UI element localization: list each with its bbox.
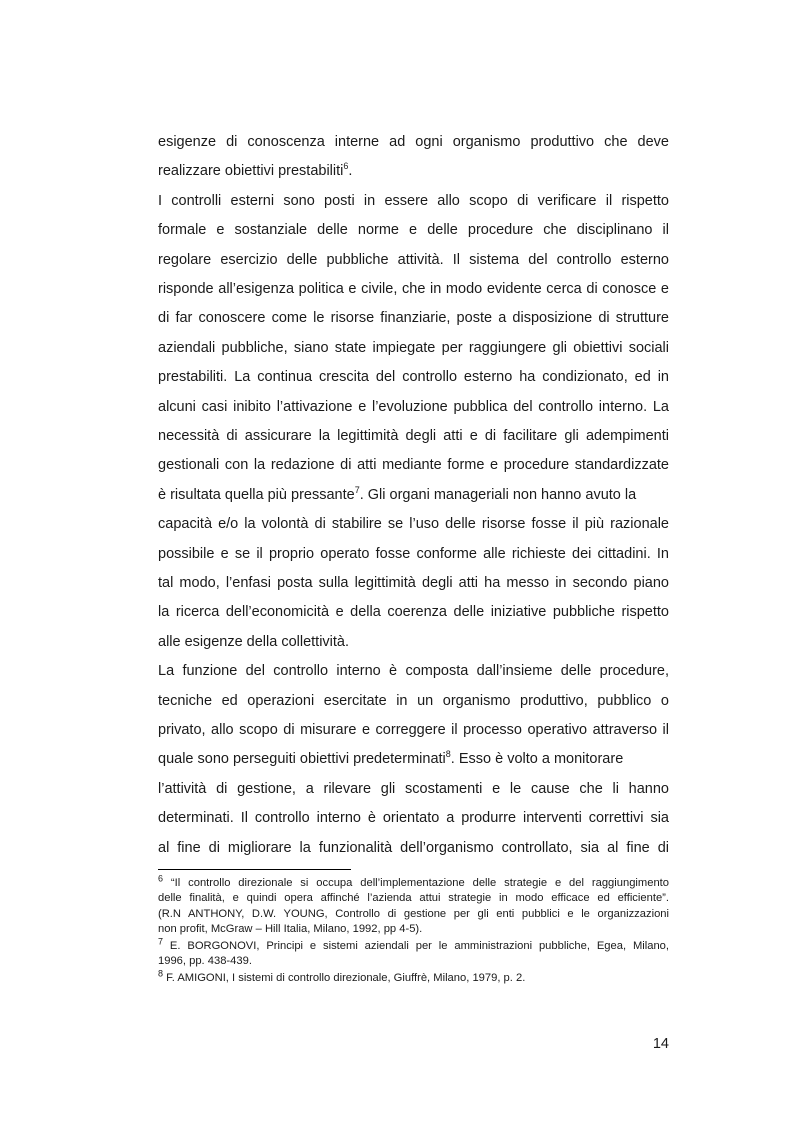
footnote-ref-6[interactable]: 6: [343, 161, 349, 172]
text-line: gestionali con la redazione di atti mediante forme e procedure standardizzate: [158, 457, 669, 474]
text-line: al fine di migliorare la funzionalità dell’organismo controllato, sia al fine di: [158, 839, 669, 856]
text-run: . Esso è volto a monitorare: [450, 751, 624, 768]
text-line: di far conoscere come le risorse finanziarie, poste a disposizione di strutture: [158, 310, 669, 327]
footnote-ref-7[interactable]: 7: [354, 484, 360, 495]
text-line: capacità e/o la volontà di stabilire se l’uso delle risorse fosse il più razionale: [158, 516, 669, 533]
text-line: privato, allo scopo di misurare e correggere il processo operativo attraverso il: [158, 722, 669, 738]
text-line: alcuni casi inibito l’attivazione e l’evoluzione pubblica del controllo interno. La: [158, 398, 669, 415]
text-line: risponde all’esigenza politica e civile, che in modo evidente cerca di conosce e: [158, 281, 669, 297]
text-line: regolare esercizio delle pubbliche attività. Il sistema del controllo esterno: [158, 251, 669, 268]
text-line: alle esigenze della collettività.: [158, 633, 350, 650]
text-line: esigenze di conoscenza interne ad ogni organismo produttivo che deve: [158, 134, 669, 150]
text-line: aziendali pubbliche, siano state impiegate per raggiungere gli obiettivi sociali: [158, 339, 669, 356]
text-run: è risultata quella più pressante: [158, 486, 355, 503]
text-run: . Gli organi manageriali non hanno avuto la: [359, 486, 637, 503]
text-line: tal modo, l’enfasi posta sulla legittimità degli atti ha messo in secondo piano: [158, 575, 669, 591]
footnote-separator: [158, 869, 351, 870]
footnote-line: (R.N ANTHONY, D.W. YOUNG, Controllo di gestione per gli enti pubblici e le organizzazioni: [158, 907, 669, 920]
footnote-line: delle finalità, e quindi opera affinché l’azienda attui strategie in modo efficace ed efficiente”.: [158, 892, 669, 905]
text-line: possibile e se il proprio operato fosse conforme alle richieste dei cittadini. In: [158, 545, 669, 562]
text-line: necessità di assicurare la legittimità degli atti e di facilitare gli adempimenti: [158, 428, 669, 444]
text-line: I controlli esterni sono posti in essere allo scopo di verificare il rispetto: [158, 192, 669, 209]
text-line: la ricerca dell’economicità e della coerenza delle iniziative pubbliche rispetto: [158, 604, 669, 621]
footnote-number: 6: [158, 873, 164, 884]
footnote-number: 8: [158, 968, 164, 979]
text-line: realizzare obiettivi prestabiliti$^6$.: [158, 161, 353, 180]
footnote-text: E. BORGONOVI, Principi e sistemi aziendali per le amministrazioni pubbliche, Egea, Milano,: [169, 940, 670, 952]
text-line: [158, 481, 669, 510]
footnote-line: 1996, pp. 438-439.: [158, 955, 252, 968]
text-line: La funzione del controllo interno è composta dall’insieme delle procedure,: [158, 663, 669, 680]
text-run: quale sono perseguiti obiettivi predeterminati: [158, 751, 446, 768]
footnote-8: [158, 968, 669, 986]
text-run: realizzare obiettivi prestabiliti: [158, 163, 344, 180]
footnote-6: [158, 873, 670, 891]
text-line: tecniche ed operazioni esercitate in un organismo produttivo, pubblico o: [158, 692, 669, 709]
footnote-line: non profit, McGraw – Hill Italia, Milano, 1992, pp 4-5).: [158, 923, 423, 936]
footnote-7: [158, 936, 670, 954]
footnote-number: 7: [158, 936, 164, 947]
text-line: [158, 745, 669, 774]
text-line: determinati. Il controllo interno è orientato a produrre interventi correttivi sia: [158, 810, 669, 827]
text-line: formale e sostanziale delle norme e delle procedure che disciplinano il: [158, 222, 669, 239]
page-number: 14: [652, 1036, 669, 1052]
footnote-text: “Il controllo direzionale si occupa dell’implementazione delle strategie e del raggiungimento: [170, 877, 670, 889]
footnote-ref-8[interactable]: 8: [445, 749, 451, 760]
footnote-text: F. AMIGONI, I sistemi di controllo direzionale, Giuffrè, Milano, 1979, p. 2.: [166, 972, 526, 984]
text-line: prestabiliti. La continua crescita del controllo esterno ha condizionato, ed in: [158, 369, 669, 386]
text-line: l’attività di gestione, a rilevare gli scostamenti e le cause che li hanno: [158, 780, 669, 797]
